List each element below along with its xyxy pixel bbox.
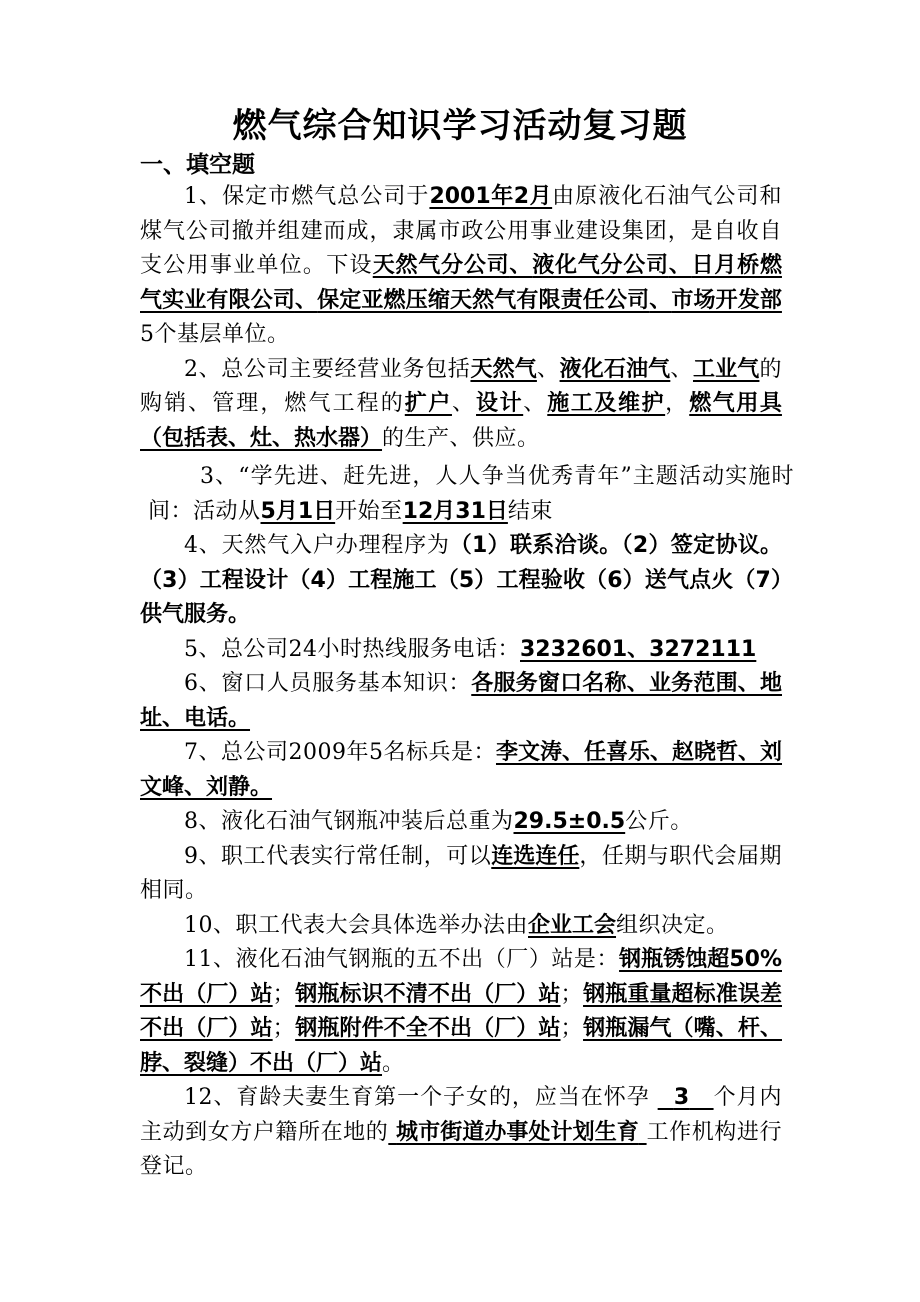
question-6 bbox=[140, 667, 782, 736]
q1-separator: 、 bbox=[649, 287, 672, 313]
question-3 bbox=[148, 456, 794, 529]
q11-separator: ； bbox=[560, 1016, 584, 1041]
q7-text: 7、总公司2009年5名标兵是： bbox=[184, 740, 496, 765]
q10-answer: 企业工会 bbox=[528, 912, 617, 938]
q1-separator: 、 bbox=[509, 253, 533, 278]
q1-text: 1、保定市燃气总公司于 bbox=[184, 184, 430, 209]
q11-answer: 钢瓶附件不全不出（厂）站 bbox=[295, 1016, 561, 1041]
question-7 bbox=[140, 736, 782, 805]
q1-answer-unit: 市场开发部 bbox=[671, 287, 782, 313]
q11-text: 11、液化石油气钢瓶的五不出（厂）站是： bbox=[184, 947, 620, 972]
q5-answer-hotline: 3232601、3272111 bbox=[520, 636, 757, 662]
q2-answer: 燃气用具（包括表、灶、热水器） bbox=[140, 391, 782, 451]
q11-answer: 钢瓶锈蚀超50%不出（厂）站 bbox=[140, 947, 782, 1007]
question-4 bbox=[140, 529, 782, 633]
q2-separator: 、 bbox=[451, 391, 477, 416]
q2-text: 2、总公司主要经营业务包括 bbox=[184, 356, 471, 382]
question-10 bbox=[140, 909, 782, 944]
q1-separator: 、 bbox=[294, 287, 318, 313]
q11-separator: ； bbox=[272, 981, 296, 1007]
q12-answer-office bbox=[388, 1120, 646, 1145]
q11-separator: ； bbox=[560, 981, 584, 1007]
q11-separator: ； bbox=[272, 1016, 296, 1041]
q12-text: 个月内主动到女方户籍所在地的 bbox=[140, 1085, 782, 1145]
q2-answer: 扩户 bbox=[404, 391, 452, 416]
q2-separator: 、 bbox=[523, 391, 548, 416]
q3-answer-end: 12月31日 bbox=[402, 498, 508, 524]
q1-answer-unit: 天然气分公司 bbox=[372, 253, 510, 278]
q3-text: 3、“学先进、赶先进，人人争当优秀青年”主题活动实施时间：活动从 bbox=[148, 464, 794, 524]
q11-text: 。 bbox=[382, 1050, 405, 1076]
q4-answer: （1）联系洽谈。（2）签定协议。（3）工程设计（4）工程施工（5）工程验收（6）送气点火（7）供气服务。 bbox=[140, 533, 783, 627]
q8-text: 公斤。 bbox=[625, 809, 693, 834]
q2-text: 的生产、供应。 bbox=[382, 425, 540, 451]
q10-text: 组织决定。 bbox=[616, 912, 729, 938]
q9-answer: 连选连任 bbox=[491, 843, 580, 869]
q9-text: ，任期与职代会届期相同。 bbox=[140, 843, 782, 903]
q2-separator: ， bbox=[665, 391, 690, 416]
q11-answer: 钢瓶重量超标准误差不出（厂）站 bbox=[140, 981, 782, 1041]
q2-separator: 、 bbox=[670, 356, 693, 382]
question-5 bbox=[140, 633, 782, 668]
q1-answer-unit: 保定亚燃压缩天然气有限责任公司 bbox=[317, 287, 650, 313]
section-heading: 一、填空题 bbox=[140, 152, 255, 178]
q5-text: 5、总公司24小时热线服务电话： bbox=[184, 636, 520, 662]
q6-text: 6、窗口人员服务基本知识： bbox=[184, 671, 472, 696]
question-1 bbox=[140, 180, 782, 353]
q1-separator: 、 bbox=[668, 253, 692, 278]
question-2 bbox=[140, 353, 782, 457]
question-8 bbox=[140, 805, 782, 840]
q7-answer-names: 李文涛、任喜乐、赵晓哲、刘文峰、刘静。 bbox=[140, 740, 782, 800]
q2-answer: 天然气 bbox=[470, 356, 537, 382]
q11-answer: 钢瓶漏气（嘴、杆、脖、裂缝）不出（厂）站 bbox=[140, 1016, 782, 1076]
document-title: 燃气综合知识学习活动复习题 bbox=[232, 106, 688, 146]
question-12 bbox=[140, 1081, 782, 1185]
q8-answer-weight: 29.5±0.5 bbox=[513, 809, 626, 834]
question-list bbox=[140, 180, 794, 1185]
q4-text: 4、天然气入户办理程序为 bbox=[184, 533, 450, 558]
q2-answer: 设计 bbox=[476, 391, 524, 416]
q12-answer-value: 城市街道办事处计划生育 bbox=[396, 1119, 639, 1145]
question-11 bbox=[140, 943, 782, 1081]
q2-separator: 、 bbox=[536, 356, 560, 382]
q10-text: 10、职工代表大会具体选举办法由 bbox=[184, 912, 528, 938]
q12-text: 12、育龄夫妻生育第一个子女的，应当在怀孕 bbox=[184, 1085, 650, 1110]
q1-text: 5个基层单位。 bbox=[140, 322, 290, 347]
q1-answer-unit: 日月桥燃气实业有限公司 bbox=[140, 253, 782, 313]
q3-text: 结束 bbox=[507, 498, 553, 524]
q2-text: 的购销、管理，燃气工程的 bbox=[140, 356, 782, 416]
q11-answer: 钢瓶标识不清不出（厂）站 bbox=[295, 981, 561, 1007]
q12-text: 工作机构进行登记。 bbox=[140, 1119, 782, 1179]
q9-text: 9、职工代表实行常任制，可以 bbox=[184, 843, 492, 869]
q12-answer-months bbox=[658, 1085, 714, 1110]
question-9 bbox=[140, 840, 782, 909]
q2-answer: 液化石油气 bbox=[559, 356, 671, 382]
q8-text: 8、液化石油气钢瓶冲装后总重为 bbox=[184, 809, 514, 834]
q1-answer-unit: 液化气分公司 bbox=[532, 253, 669, 278]
q2-answer: 工业气 bbox=[692, 356, 760, 382]
q3-answer-start: 5月1日 bbox=[260, 498, 336, 524]
q6-answer: 各服务窗口名称、业务范围、地址、电话。 bbox=[140, 671, 782, 731]
q1-text: 由原液化石油气公司和煤气公司撤并组建而成，隶属市政公用事业建设集团，是自收自支公用事业单位。下设 bbox=[140, 184, 782, 278]
q2-answer: 施工及维护 bbox=[547, 391, 666, 416]
q1-answer-date: 2001年2月 bbox=[429, 184, 553, 209]
q3-text: 开始至 bbox=[335, 498, 403, 524]
q12-answer-value: 3 bbox=[673, 1085, 690, 1110]
